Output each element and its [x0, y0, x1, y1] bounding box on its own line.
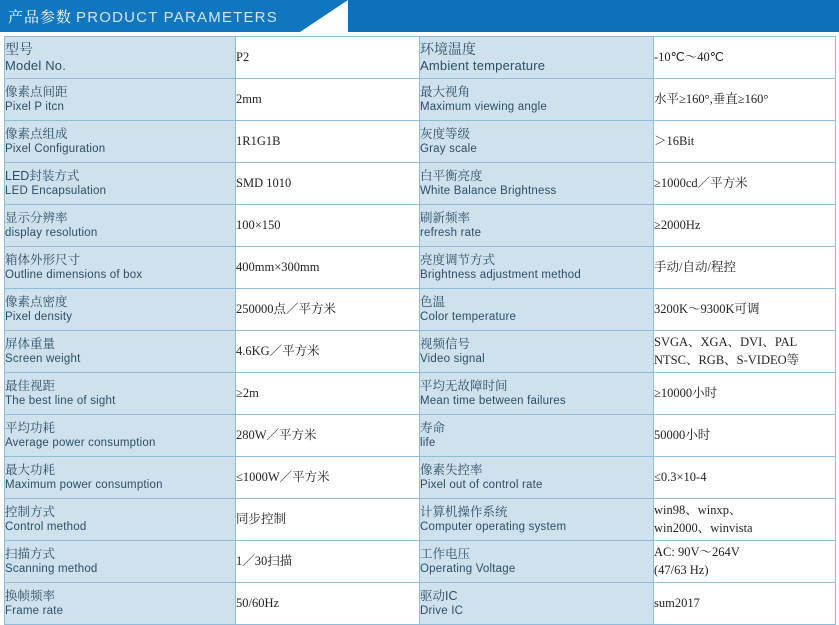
- row-label-left-cn: 像素点间距: [5, 84, 68, 99]
- row-label-right-en: life: [420, 437, 436, 450]
- row-label-right-cn: 平均无故障时间: [420, 378, 508, 393]
- row-value-left-text: 4.6KG／平方米: [236, 343, 320, 358]
- row-label-right-en: Pixel out of control rate: [420, 479, 543, 492]
- row-label-right-en: White Balance Brightness: [420, 185, 557, 198]
- row-label-right: [420, 415, 654, 457]
- row-value-right: [654, 289, 836, 331]
- row-label-right-cn: 视频信号: [420, 336, 471, 351]
- row-value-left: [236, 79, 420, 121]
- row-label-right-cn: 白平衡亮度: [420, 168, 483, 183]
- row-label-right-cn: 环境温度: [420, 40, 476, 57]
- row-value-left: [236, 289, 420, 331]
- row-label-left-cn: 平均功耗: [5, 420, 56, 435]
- row-label-right: [420, 79, 654, 121]
- row-value-right-text: 手动/自动/程控: [654, 259, 736, 274]
- row-label-left-en: Pixel P itcn: [5, 101, 65, 114]
- row-value-right-text: ≥1000cd／平方米: [654, 175, 748, 190]
- row-value-right-text: 水平≥160°,垂直≥160°: [654, 91, 769, 106]
- row-label-right-en: refresh rate: [420, 227, 482, 240]
- row-value-right: [654, 331, 836, 373]
- row-value-right-line: NTSC、RGB、S-VIDEO等: [654, 352, 800, 367]
- row-value-left-text: 2mm: [236, 91, 262, 106]
- row-label-left-cn: 扫描方式: [5, 546, 56, 561]
- row-value-left-text: 同步控制: [236, 511, 287, 526]
- row-value-right-line: SVGA、XGA、DVI、PAL: [654, 335, 798, 349]
- row-label-left-en: Scanning method: [5, 563, 98, 576]
- row-value-right: [654, 583, 836, 625]
- row-label-right-en: Brightness adjustment method: [420, 269, 581, 282]
- row-label-right: [420, 541, 654, 583]
- banner-slant-divider: [300, 0, 348, 32]
- row-label-right: [420, 583, 654, 625]
- row-label-left-cn: 控制方式: [5, 504, 56, 519]
- row-value-right: [654, 79, 836, 121]
- row-label-right: [420, 373, 654, 415]
- row-value-right-text: -10℃～40℃: [654, 49, 724, 64]
- row-label-left-cn: LED封装方式: [5, 168, 80, 183]
- row-label-left: [5, 373, 236, 415]
- row-value-left-text: 1／30扫描: [236, 553, 293, 568]
- row-value-right-text: ≥10000小时: [654, 385, 718, 400]
- row-value-left: [236, 205, 420, 247]
- row-value-left-text: 1R1G1B: [236, 133, 281, 148]
- table-row: [5, 289, 836, 331]
- row-label-left: [5, 583, 236, 625]
- table-row: [5, 331, 836, 373]
- row-label-right-cn: 工作电压: [420, 546, 471, 561]
- row-value-left: [236, 583, 420, 625]
- row-label-left-cn: 像素点密度: [5, 294, 68, 309]
- row-label-right-cn: 刷新频率: [420, 210, 471, 225]
- row-label-left-cn: 像素点组成: [5, 126, 68, 141]
- row-label-right-en: Mean time between failures: [420, 395, 566, 408]
- row-value-left-text: 280W／平方米: [236, 427, 317, 442]
- row-label-right-cn: 亮度调节方式: [420, 252, 496, 267]
- spec-table-body: [5, 37, 836, 625]
- page-title-cn: 产品参数: [8, 9, 73, 26]
- row-value-right: [654, 541, 836, 583]
- row-value-right: [654, 457, 836, 499]
- row-label-left-cn: 箱体外形尺寸: [5, 252, 81, 267]
- row-label-right-cn: 色温: [420, 294, 446, 309]
- table-row: [5, 79, 836, 121]
- row-label-right-en: Drive IC: [420, 605, 464, 618]
- row-label-left-cn: 换帧频率: [5, 588, 56, 603]
- spec-table: [4, 36, 836, 625]
- page-title: [8, 6, 278, 27]
- row-value-left: [236, 121, 420, 163]
- row-label-right: [420, 121, 654, 163]
- table-row: [5, 373, 836, 415]
- row-value-right-line: win2000、winvista: [654, 520, 753, 535]
- row-label-right-cn: 寿命: [420, 420, 446, 435]
- row-value-left-text: 50/60Hz: [236, 595, 280, 610]
- row-label-right-en: Video signal: [420, 353, 485, 366]
- row-label-left-en: The best line of sight: [5, 395, 116, 408]
- row-label-right-en: Maximum viewing angle: [420, 101, 547, 114]
- row-value-left: [236, 331, 420, 373]
- row-label-right-cn: 计算机操作系统: [420, 504, 508, 519]
- row-value-right-text: sum2017: [654, 595, 700, 610]
- row-label-left-en: display resolution: [5, 227, 98, 240]
- row-value-left-text: 400mm×300mm: [236, 259, 320, 274]
- row-label-right: [420, 331, 654, 373]
- table-row: [5, 247, 836, 289]
- row-label-right-en: Operating Voltage: [420, 563, 516, 576]
- row-value-left: [236, 457, 420, 499]
- row-label-left-en: Frame rate: [5, 605, 64, 618]
- row-value-right: [654, 121, 836, 163]
- row-label-left-cn: 最佳视距: [5, 378, 56, 393]
- row-label-left-en: Pixel Configuration: [5, 143, 106, 156]
- row-label-right: [420, 37, 654, 79]
- table-row: [5, 163, 836, 205]
- row-value-right: [654, 499, 836, 541]
- row-value-right-text: ＞16Bit: [654, 133, 695, 148]
- row-label-right: [420, 163, 654, 205]
- row-label-left-cn: 显示分辨率: [5, 210, 68, 225]
- row-label-right-en: Gray scale: [420, 143, 477, 156]
- row-value-right-line: (47/63 Hz): [654, 562, 709, 577]
- row-label-left: [5, 415, 236, 457]
- row-label-left-cn: 屏体重量: [5, 336, 56, 351]
- row-label-right: [420, 247, 654, 289]
- row-label-right-en: Color temperature: [420, 311, 517, 324]
- row-value-left: [236, 37, 420, 79]
- row-label-left: [5, 79, 236, 121]
- row-value-right-text: ≥2000Hz: [654, 217, 701, 232]
- row-value-left: [236, 163, 420, 205]
- row-value-left: [236, 247, 420, 289]
- row-label-right: [420, 289, 654, 331]
- table-row: [5, 121, 836, 163]
- row-value-right-text: 50000小时: [654, 427, 711, 442]
- row-value-left-text: P2: [236, 49, 250, 64]
- row-label-left-en: Model No.: [5, 58, 67, 74]
- row-value-right-text: ≤0.3×10-4: [654, 469, 707, 484]
- table-row: [5, 499, 836, 541]
- row-value-left: [236, 373, 420, 415]
- row-value-right: [654, 373, 836, 415]
- row-label-right-en: Computer operating system: [420, 521, 567, 534]
- row-value-right-line: win98、winxp、: [654, 503, 742, 517]
- row-value-right: [654, 247, 836, 289]
- row-label-right-cn: 驱动IC: [420, 588, 458, 603]
- row-label-left-cn: 最大功耗: [5, 462, 56, 477]
- row-value-right-text: 3200K～9300K可调: [654, 301, 760, 316]
- row-label-left-en: Pixel density: [5, 311, 73, 324]
- table-row: [5, 583, 836, 625]
- row-label-left: [5, 457, 236, 499]
- table-row: [5, 415, 836, 457]
- row-label-left-en: Screen weight: [5, 353, 81, 366]
- table-row: [5, 37, 836, 79]
- row-value-left: [236, 415, 420, 457]
- row-label-right: [420, 499, 654, 541]
- row-label-left: [5, 205, 236, 247]
- row-label-right-en: Ambient temperature: [420, 58, 546, 74]
- row-label-right-cn: 最大视角: [420, 84, 471, 99]
- row-value-left-text: 100×150: [236, 217, 281, 232]
- table-row: [5, 541, 836, 583]
- row-label-left-en: Control method: [5, 521, 87, 534]
- row-label-left: [5, 163, 236, 205]
- row-label-left-en: Maximum power consumption: [5, 479, 163, 492]
- row-label-left-en: LED Encapsulation: [5, 185, 107, 198]
- page-title-en: PRODUCT PARAMETERS: [76, 9, 278, 26]
- row-label-left-en: Average power consumption: [5, 437, 156, 450]
- row-label-left: [5, 541, 236, 583]
- row-label-left: [5, 289, 236, 331]
- row-label-left: [5, 121, 236, 163]
- row-value-right: [654, 205, 836, 247]
- row-value-left: [236, 499, 420, 541]
- row-label-left-cn: 型号: [5, 40, 33, 57]
- row-label-left: [5, 499, 236, 541]
- row-value-right: [654, 163, 836, 205]
- row-value-right: [654, 37, 836, 79]
- row-label-left: [5, 37, 236, 79]
- row-value-right-line: AC: 90V～264V: [654, 545, 740, 559]
- row-value-left-text: ≥2m: [236, 385, 259, 400]
- row-label-left-en: Outline dimensions of box: [5, 269, 143, 282]
- row-value-left-text: 250000点／平方米: [236, 301, 337, 316]
- row-label-right: [420, 205, 654, 247]
- row-label-right-cn: 灰度等级: [420, 126, 471, 141]
- row-value-left: [236, 541, 420, 583]
- table-row: [5, 205, 836, 247]
- page-banner: [0, 0, 839, 32]
- row-value-left-text: ≤1000W／平方米: [236, 469, 330, 484]
- row-label-left: [5, 331, 236, 373]
- row-label-right: [420, 457, 654, 499]
- row-label-left: [5, 247, 236, 289]
- banner-right-fill: [348, 0, 839, 32]
- table-row: [5, 457, 836, 499]
- row-value-left-text: SMD 1010: [236, 175, 292, 190]
- row-value-right: [654, 415, 836, 457]
- row-label-right-cn: 像素失控率: [420, 462, 483, 477]
